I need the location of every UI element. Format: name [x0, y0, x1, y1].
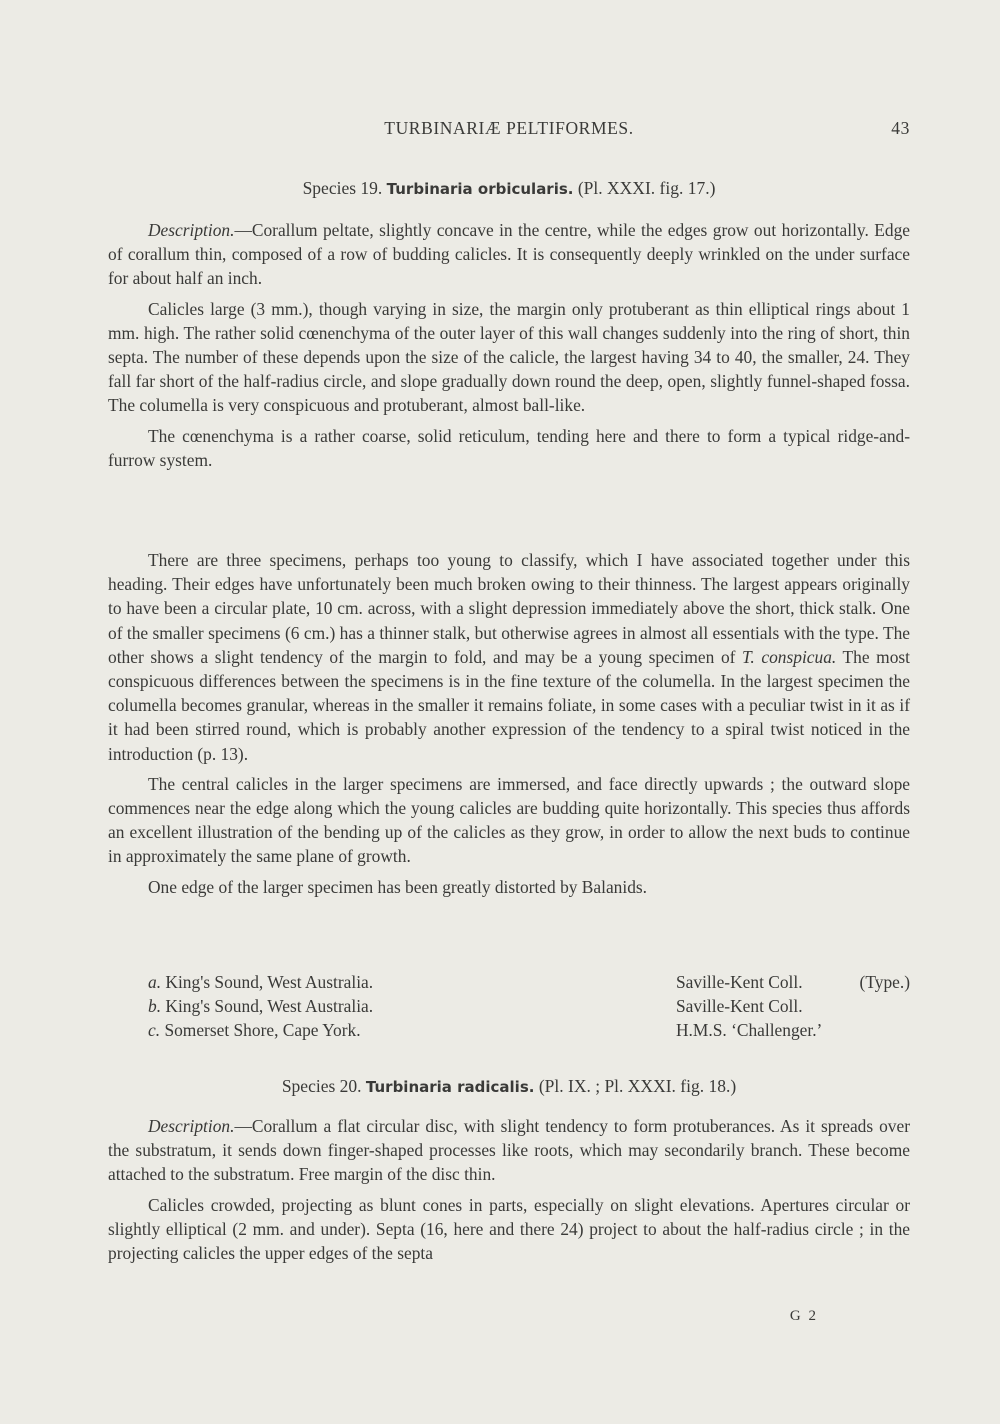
- species-20-calicles: Calicles crowded, projecting as blunt cones in parts, especially on slight elevations. Apertures circular or slightly elliptical (2 mm. and under). Septa (16, here and there 24) project to about the half-radius circle ; in the projecting calicles the upper edges of the septa: [108, 1194, 910, 1264]
- list-item: a. King's Sound, West Australia. Saville-Kent Coll. (Type.): [148, 972, 910, 992]
- running-header: [108, 118, 910, 146]
- species-20-description-block: [108, 1114, 910, 1265]
- species-19-coenenchyma: The cœnenchyma is a rather coarse, solid reticulum, tending here and there to form a typical ridge-and-furrow system.: [108, 425, 910, 470]
- species-19-heading: [108, 178, 910, 199]
- page-number: 43: [891, 118, 910, 138]
- signature-mark: G 2: [789, 1308, 818, 1324]
- description-label: Description.: [148, 220, 235, 240]
- species-19-plate-ref: (Pl. XXXI. fig. 17.): [577, 178, 716, 198]
- species-19-remarks-block: [108, 548, 910, 899]
- species-20-prefix: Species 20.: [281, 1076, 362, 1096]
- specimen-list: [148, 970, 910, 1042]
- species-19-remarks-2: The central calicles in the larger specimens are immersed, and face directly upwards ; the outward slope commences near the edge along which the young calicles are budding quite horizontally. This species thus affords an excellent illustration of the bending up of the calicles as they grow, in order to allow the next buds to continue in approximately the same plane of growth.: [108, 773, 910, 867]
- species-19-prefix: Species 19.: [302, 178, 383, 198]
- description-label: Description.: [148, 1116, 235, 1136]
- list-item: b. King's Sound, West Australia. Saville-Kent Coll.: [148, 996, 803, 1016]
- species-19-remarks-1: There are three specimens, perhaps too young to classify, which I have associated together under this heading. Their edges have unfortunately been much broken owing to their thinness. The largest appears originally to have been a circular plate, 10 cm. across, with a slight depression immediately above the short, thick stalk. One of the smaller specimens (6 cm.) has a thinner stalk, but otherwise agrees in almost all essentials with the type. The other shows a slight tendency of the margin to fold, and may be a young specimen of T. conspicua. The most conspicuous differences between the specimens is in the fine texture of the columella. In the largest specimen the columella becomes granular, whereas in the smaller it remains foliate, in some cases with a peculiar twist in it as if it had been stirred round, which is probably another expression of the tendency to a spiral twist noticed in the introduction (p. 13).: [108, 550, 911, 764]
- species-20-heading: [108, 1076, 910, 1097]
- species-19-calicles: Calicles large (3 mm.), though varying in size, the margin only protuberant as thin elliptical rings about 1 mm. high. The rather solid cœnenchyma of the outer layer of this wall changes suddenly into the ring of short, thin septa. The number of these depends upon the size of the calicle, the largest having 34 to 40, the smaller, 24. They fall far short of the half-radius circle, and slope gradually down round the deep, open, slightly funnel-shaped fossa. The columella is very conspicuous and protuberant, almost ball-like.: [108, 298, 910, 416]
- species-20-name: Turbinaria radicalis.: [365, 1078, 535, 1096]
- species-19-description-block: [108, 218, 910, 472]
- species-19-remarks-3: One edge of the larger specimen has been greatly distorted by Balanids.: [148, 876, 648, 897]
- species-19-description: Description.—Corallum peltate, slightly concave in the centre, while the edges grow out horizontally. Edge of corallum thin, composed of a row of budding calicles. It is consequently deeply wrinkled on the under surface for about half an inch.: [108, 220, 910, 289]
- species-20-plate-ref: (Pl. IX. ; Pl. XXXI. fig. 18.): [538, 1076, 737, 1096]
- species-20-description: Description.—Corallum a flat circular disc, with slight tendency to form protuberances. As it spreads over the substratum, it sends down finger-shaped processes like roots, which may secondarily branch. These become attached to the substratum. Free margin of the disc thin.: [108, 1116, 910, 1185]
- running-title: TURBINARIÆ PELTIFORMES.: [384, 118, 634, 138]
- species-reference: T. conspicua.: [742, 646, 837, 667]
- species-19-name: Turbinaria orbicularis.: [386, 180, 574, 198]
- list-item: c. Somerset Shore, Cape York. H.M.S. ‘Challenger.’: [148, 1020, 823, 1040]
